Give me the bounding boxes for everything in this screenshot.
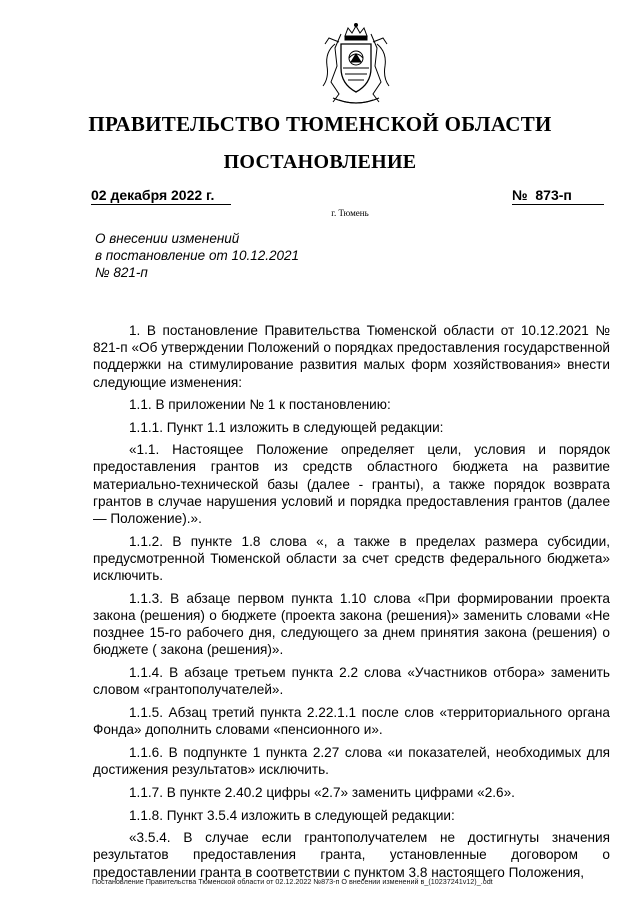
document-type-title: ПОСТАНОВЛЕНИЕ bbox=[223, 151, 417, 173]
number-underline bbox=[512, 204, 604, 205]
government-title: ПРАВИТЕЛЬСТВО ТЮМЕНСКОЙ ОБЛАСТИ bbox=[88, 112, 552, 136]
body-paragraph: 1.1.8. Пункт 3.5.4 изложить в следующей редакции: bbox=[129, 807, 455, 823]
body-paragraph: 1. В постановление Правительства Тюменской области от 10.12.2021 № 821-п «Об утверждении Положений о порядках предоставления государственной поддержки на стимулирование развития малых форм хозяйствования» внести следующие изменения: bbox=[93, 323, 610, 390]
body-paragraph: «3.5.4. В случае если грантополучателем не достигнуты значения результатов предоставления гранта, установленные договором о предоставлении гранта в соответствии с пунктом 3.8 настоящего Положения, bbox=[93, 830, 610, 880]
tyumen-region-coat-of-arms-icon bbox=[315, 22, 397, 106]
body-paragraph: 1.1.1. Пункт 1.1 изложить в следующей редакции: bbox=[129, 419, 444, 435]
body-paragraph: 1.1.7. В пункте 2.40.2 цифры «2.7» заменить цифрами «2.6». bbox=[129, 784, 515, 800]
body-paragraph: 1.1. В приложении № 1 к постановлению: bbox=[129, 396, 391, 412]
date-underline bbox=[91, 204, 231, 205]
city-label: г. Тюмень bbox=[331, 208, 369, 218]
body-paragraph: 1.1.4. В абзаце третьем пункта 2.2 слова «Участников отбора» заменить словом «грантополучателей». bbox=[93, 665, 610, 698]
page-footer: Постановление Правительства Тюменской области от 02.12.2022 №873-п О внесении изменений в_(10237241v12)_.odt bbox=[92, 877, 493, 886]
subject-line: О внесении изменений bbox=[95, 231, 240, 246]
document-date-field bbox=[91, 187, 231, 205]
body-paragraph: 1.1.6. В подпункте 1 пункта 2.27 слова «и показателей, необходимых для достижения результатов» исключить. bbox=[93, 744, 610, 778]
subject-line: в постановление от 10.12.2021 bbox=[95, 248, 300, 263]
document-number: 873-п bbox=[535, 187, 572, 203]
document-number-field bbox=[512, 187, 604, 205]
subject-line: № 821-п bbox=[95, 265, 148, 280]
body-paragraph: 1.1.3. В абзаце первом пункта 1.10 слова «При формировании проекта закона (решения) о бюджете (проекта закона (решения)» заменить словами «Не позднее 15-го рабочего дня, следующего за днем принятия закона (решения) о бюджете ( закона (решения)». bbox=[93, 590, 610, 658]
document-body bbox=[93, 322, 610, 886]
number-sign: № bbox=[512, 187, 528, 203]
body-paragraph: 1.1.2. В пункте 1.8 слова «, а также в пределах размера субсидии, предусмотренной Тюменской области за счет средств федерального бюджета» исключить. bbox=[93, 533, 610, 584]
body-paragraph: 1.1.5. Абзац третий пункта 2.22.1.1 после слов «территориального органа Фонда» дополнить словами «пенсионного и». bbox=[93, 705, 610, 738]
document-subject bbox=[95, 230, 395, 281]
body-paragraph: «1.1. Настоящее Положение определяет цели, условия и порядок предоставления грантов из средств областного бюджета на развитие материально-технической базы (далее - гранты), а также порядок возврата грантов в случае нарушения условий и порядка предоставления грантов (далее — Положение).». bbox=[93, 442, 610, 527]
document-date: 02 декабря 2022 г. bbox=[91, 187, 215, 203]
